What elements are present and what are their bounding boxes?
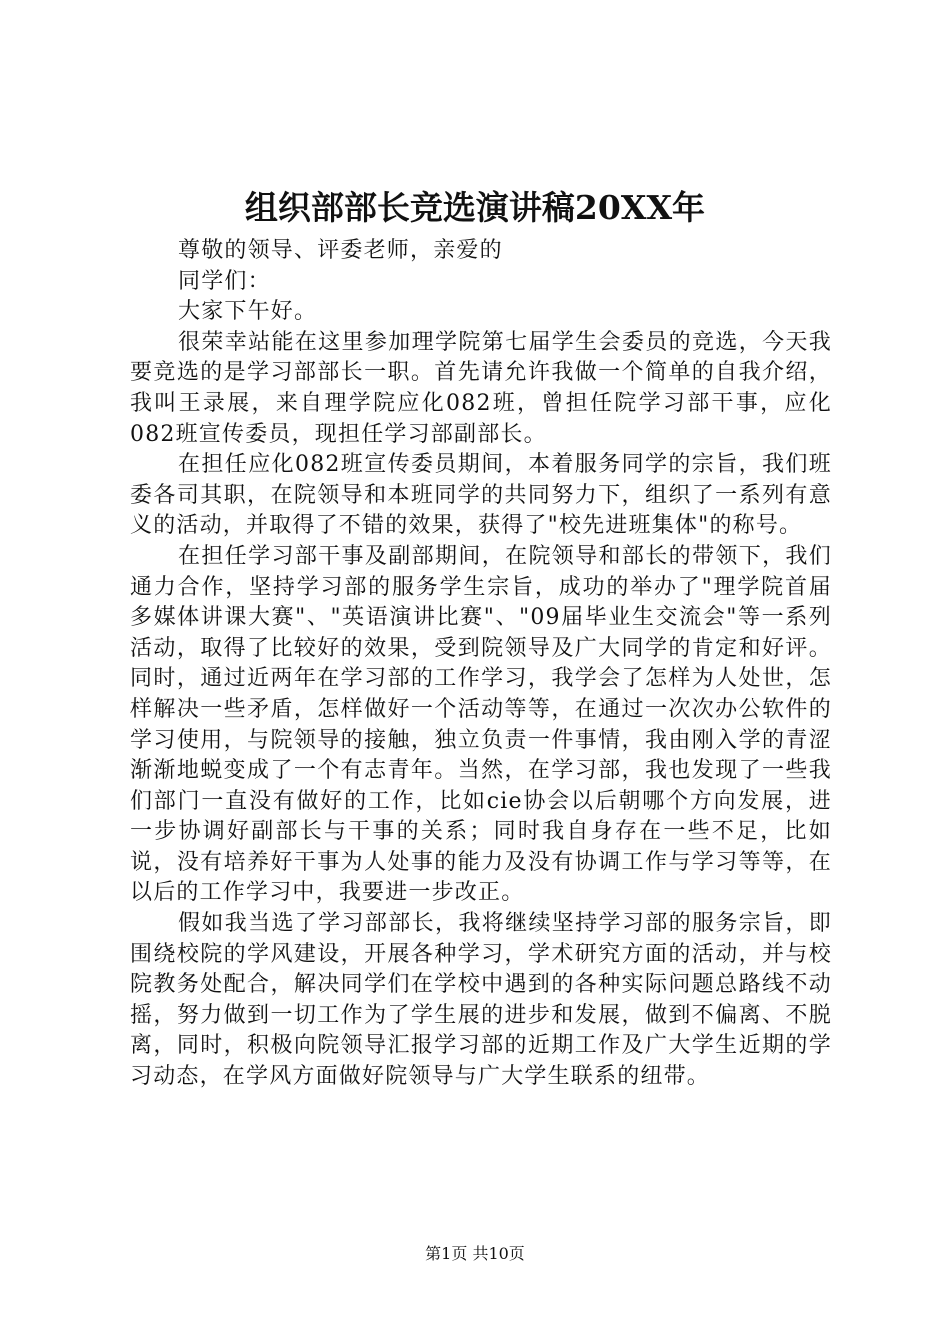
- document-body: [130, 236, 832, 1093]
- salutation-line-1: 尊敬的领导、评委老师，亲爱的: [178, 238, 503, 263]
- paragraph-introduction: 很荣幸站能在这里参加理学院第七届学生会委员的竞选，今天我要竞选的是学习部部长一职。首先请允许我做一个简单的自我介绍，我叫王录展，来自理学院应化082班，曾担任院学习部干事，应化082班宣传委员，现担任学习部副部长。: [130, 329, 832, 447]
- document-title: 组织部部长竞选演讲稿20XX年: [244, 188, 706, 227]
- paragraph-publicity-committee: 在担任应化082班宣传委员期间，本着服务同学的宗旨，我们班委各司其职，在院领导和本班同学的共同努力下，组织了一系列有意义的活动，并取得了不错的效果，获得了"校先进班集体"的称号。: [130, 452, 832, 539]
- greeting: 大家下午好。: [178, 299, 318, 325]
- salutation-line-2: 同学们：: [178, 268, 271, 294]
- page-footer: 第1页 共10页: [425, 1244, 525, 1263]
- paragraph-study-department: 在担任学习部干事及副部期间，在院领导和部长的带领下，我们通力合作，坚持学习部的服务学生宗旨，成功的举办了"理学院首届多媒体讲课大赛"、"英语演讲比赛"、"09届毕业生交流会"等一系列活动，取得了比较好的效果，受到院领导及广大同学的肯定和好评。同时，通过近两年在学习部的工作学习，我学会了怎样为人处世，怎样解决一些矛盾，怎样做好一个活动等等，在通过一次次办公软件的学习使用，与院领导的接触，独立负责一件事情，我由刚入学的青涩渐渐地蜕变成了一个有志青年。当然，在学习部，我也发现了一些我们部门一直没有做好的工作，比如cie协会以后朝哪个方向发展，进一步协调好副部长与干事的关系；同时我自身存在一些不足，比如说，没有培养好干事为人处事的能力及没有协调工作与学习等等，在以后的工作学习中，我要进一步改正。: [130, 543, 832, 906]
- paragraph-if-elected: 假如我当选了学习部部长，我将继续坚持学习部的服务宗旨，即围绕校院的学风建设，开展各种学习，学术研究方面的活动，并与校院教务处配合，解决同学们在学校中遇到的各种实际问题总路线不动摇，努力做到一切工作为了学生展的进步和发展，做到不偏离、不脱离，同时，积极向院领导汇报学习部的近期工作及广大学生近期的学习动态，在学风方面做好院领导与广大学生联系的纽带。: [130, 911, 832, 1090]
